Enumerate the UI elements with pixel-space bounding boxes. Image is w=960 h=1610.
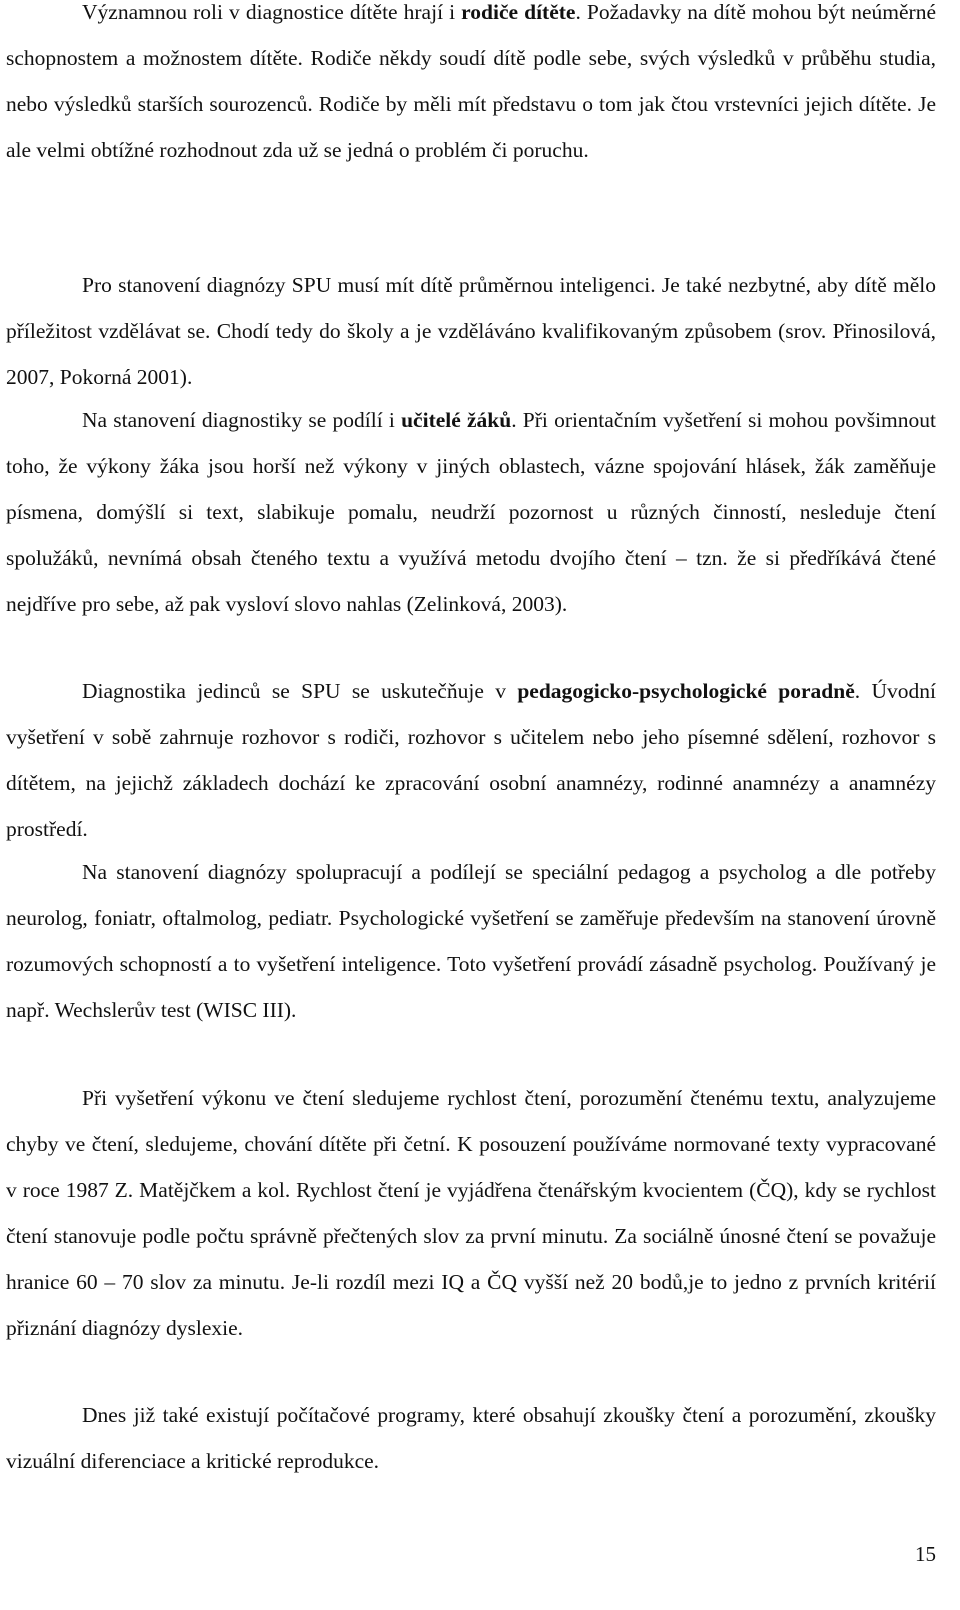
- paragraph-diagnosis-conditions: [6, 262, 936, 400]
- text-segment: Na stanovení diagnózy spolupracují a podílejí se speciální pedagog a psycholog a dle potřeby neurolog, foniatr, oftalmolog, pediatr. Psychologické vyšetření se zaměřuje především na stanovení úrovně rozumových schopností a to vyšetření inteligence. Toto vyšetření provádí zásadně psycholog. Používaný je např. Wechslerův test (WISC III).: [6, 860, 936, 1022]
- text-segment: . Požadavky na dítě mohou být neúměrné schopnostem a možnostem dítěte. Rodiče někdy soudí dítě podle sebe, svých výsledků v průběhu studia, nebo výsledků starších sourozenců. Rodiče by měli mít představu o tom jak čtou vrstevníci jejich dítěte. Je ale velmi obtížné rozhodnout zda už se jedná o problém či poruchu.: [6, 0, 936, 162]
- bold-term: pedagogicko-psychologické poradně: [517, 679, 855, 703]
- bold-term: rodiče dítěte: [461, 0, 576, 24]
- paragraph-teachers: [6, 397, 936, 627]
- text-segment: Pro stanovení diagnózy SPU musí mít dítě průměrnou inteligenci. Je také nezbytné, aby dítě mělo příležitost vzdělávat se. Chodí tedy do školy a je vzděláváno kvalifikovaným způsobem (srov. Přinosilová, 2007, Pokorná 2001).: [6, 273, 936, 389]
- page-number: 15: [915, 1542, 936, 1566]
- paragraph-specialists: [6, 849, 936, 1033]
- paragraph-parents: [6, 0, 936, 173]
- text-segment: Významnou roli v diagnostice dítěte hrají i: [82, 0, 462, 24]
- text-segment: Při vyšetření výkonu ve čtení sledujeme rychlost čtení, porozumění čtenému textu, analyzujeme chyby ve čtení, sledujeme, chování dítěte při četní. K posouzení používáme normované texty vypracované v roce 1987 Z. Matějčkem a kol. Rychlost čtení je vyjádřena čtenářským kvocientem (ČQ), kdy se rychlost čtení stanovuje podle počtu správně přečtených slov za první minutu. Za sociálně únosné čtení se považuje hranice 60 – 70 slov za minutu. Je-li rozdíl mezi IQ a ČQ vyšší než 20 bodů,je to jedno z prvních kritérií přiznání diagnózy dyslexie.: [6, 1086, 936, 1340]
- paragraph-computer-programs: [6, 1392, 936, 1484]
- paragraph-reading-assessment: [6, 1075, 936, 1351]
- bold-term: učitelé žáků: [401, 408, 512, 432]
- text-segment: Na stanovení diagnostiky se podílí i: [82, 408, 402, 432]
- text-segment: Diagnostika jedinců se SPU se uskutečňuje v: [82, 679, 518, 703]
- text-segment: . Úvodní vyšetření v sobě zahrnuje rozhovor s rodiči, rozhovor s učitelem nebo jeho písemné sdělení, rozhovor s dítětem, na jejichž základech dochází ke zpracování osobní anamnézy, rodinné anamnézy a anamnézy prostředí.: [6, 679, 937, 841]
- paragraph-counseling: [6, 668, 936, 852]
- text-segment: Dnes již také existují počítačové programy, které obsahují zkoušky čtení a porozumění, zkoušky vizuální diferenciace a kritické reprodukce.: [6, 1403, 936, 1473]
- text-segment: . Při orientačním vyšetření si mohou povšimnout toho, že výkony žáka jsou horší než výkony v jiných oblastech, vázne spojování hlásek, žák zaměňuje písmena, domýšlí si text, slabikuje pomalu, neudrží pozornost u různých činností, nesleduje čtení spolužáků, nevnímá obsah čteného textu a využívá metodu dvojího čtení – tzn. že si předříkává čtené nejdříve pro sebe, až pak vysloví slovo nahlas (Zelinková, 2003).: [6, 408, 936, 616]
